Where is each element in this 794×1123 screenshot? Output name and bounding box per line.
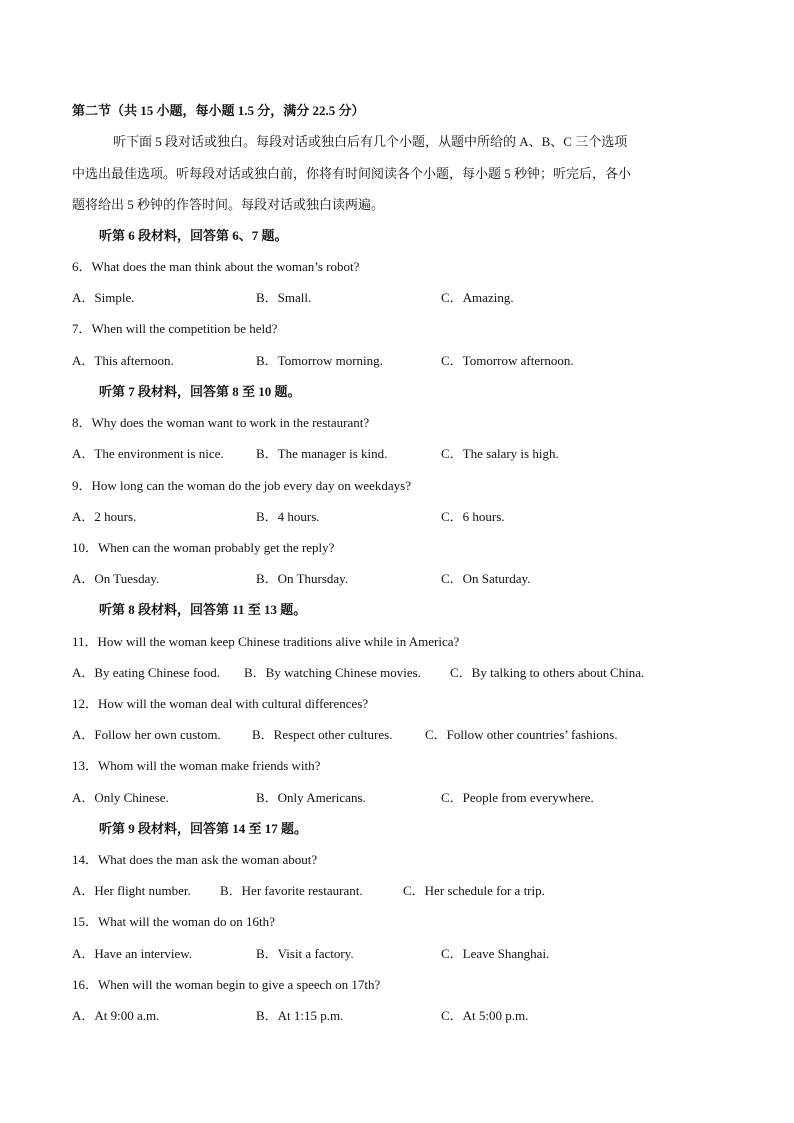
q13-option-a: A．Only Chinese. (72, 790, 169, 805)
q10-option-a: A．On Tuesday. (72, 571, 160, 586)
question-11: 11．How will the woman keep Chinese traditions alive while in America? (72, 634, 460, 649)
q14-option-a: A．Her flight number. (72, 883, 191, 898)
q6-option-b: B．Small. (256, 290, 312, 305)
group-heading-7: 听第 7 段材料，回答第 8 至 10 题。 (99, 384, 301, 399)
q12-option-c: C．Follow other countries’ fashions. (425, 727, 618, 742)
q7-option-a: A．This afternoon. (72, 353, 174, 368)
q14-option-b: B．Her favorite restaurant. (220, 883, 363, 898)
group-heading-8: 听第 8 段材料，回答第 11 至 13 题。 (99, 602, 307, 617)
question-15: 15．What will the woman do on 16th? (72, 914, 275, 929)
question-8: 8．Why does the woman want to work in the restaurant? (72, 415, 370, 430)
group-heading-9: 听第 9 段材料，回答第 14 至 17 题。 (99, 821, 308, 836)
question-10: 10．When can the woman probably get the reply? (72, 540, 335, 555)
q12-option-a: A．Follow her own custom. (72, 727, 221, 742)
q16-option-c: C．At 5:00 p.m. (441, 1008, 529, 1023)
question-16: 16．When will the woman begin to give a speech on 17th? (72, 977, 381, 992)
q14-option-c: C．Her schedule for a trip. (403, 883, 545, 898)
q7-option-b: B．Tomorrow morning. (256, 353, 383, 368)
q9-option-c: C．6 hours. (441, 509, 505, 524)
q9-option-a: A．2 hours. (72, 509, 137, 524)
q15-option-c: C．Leave Shanghai. (441, 946, 550, 961)
q11-option-c: C．By talking to others about China. (450, 665, 645, 680)
q9-option-b: B．4 hours. (256, 509, 320, 524)
q11-option-b: B．By watching Chinese movies. (244, 665, 421, 680)
q8-option-c: C．The salary is high. (441, 446, 559, 461)
question-14: 14．What does the man ask the woman about? (72, 852, 318, 867)
section-heading: 第二节（共 15 小题，每小题 1.5 分，满分 22.5 分） (72, 103, 365, 118)
question-7: 7．When will the competition be held? (72, 321, 278, 336)
q16-option-b: B．At 1:15 p.m. (256, 1008, 344, 1023)
q15-option-b: B．Visit a factory. (256, 946, 354, 961)
q6-option-c: C．Amazing. (441, 290, 514, 305)
question-6: 6．What does the man think about the woman’s robot? (72, 259, 360, 274)
question-12: 12．How will the woman deal with cultural differences? (72, 696, 369, 711)
q6-option-a: A．Simple. (72, 290, 135, 305)
q10-option-c: C．On Saturday. (441, 571, 531, 586)
question-13: 13．Whom will the woman make friends with? (72, 758, 321, 773)
q11-option-a: A．By eating Chinese food. (72, 665, 221, 680)
q8-option-a: A．The environment is nice. (72, 446, 224, 461)
instruction-line-1: 听下面 5 段对话或独白。每段对话或独白后有几个小题，从题中所给的 A、B、C 三个选项 (113, 134, 628, 149)
instruction-line-2: 中选出最佳选项。听每段对话或独白前，你将有时间阅读各个小题，每小题 5 秒钟；听完后，各小 (72, 166, 632, 181)
question-9: 9．How long can the woman do the job every day on weekdays? (72, 478, 411, 493)
instruction-line-3: 题将给出 5 秒钟的作答时间。每段对话或独白读两遍。 (72, 197, 385, 212)
q8-option-b: B．The manager is kind. (256, 446, 388, 461)
q16-option-a: A．At 9:00 a.m. (72, 1008, 160, 1023)
q7-option-c: C．Tomorrow afternoon. (441, 353, 574, 368)
q13-option-c: C．People from everywhere. (441, 790, 594, 805)
q10-option-b: B．On Thursday. (256, 571, 349, 586)
q12-option-b: B．Respect other cultures. (252, 727, 393, 742)
q15-option-a: A．Have an interview. (72, 946, 193, 961)
group-heading-6: 听第 6 段材料，回答第 6、7 题。 (99, 228, 288, 243)
q13-option-b: B．Only Americans. (256, 790, 366, 805)
